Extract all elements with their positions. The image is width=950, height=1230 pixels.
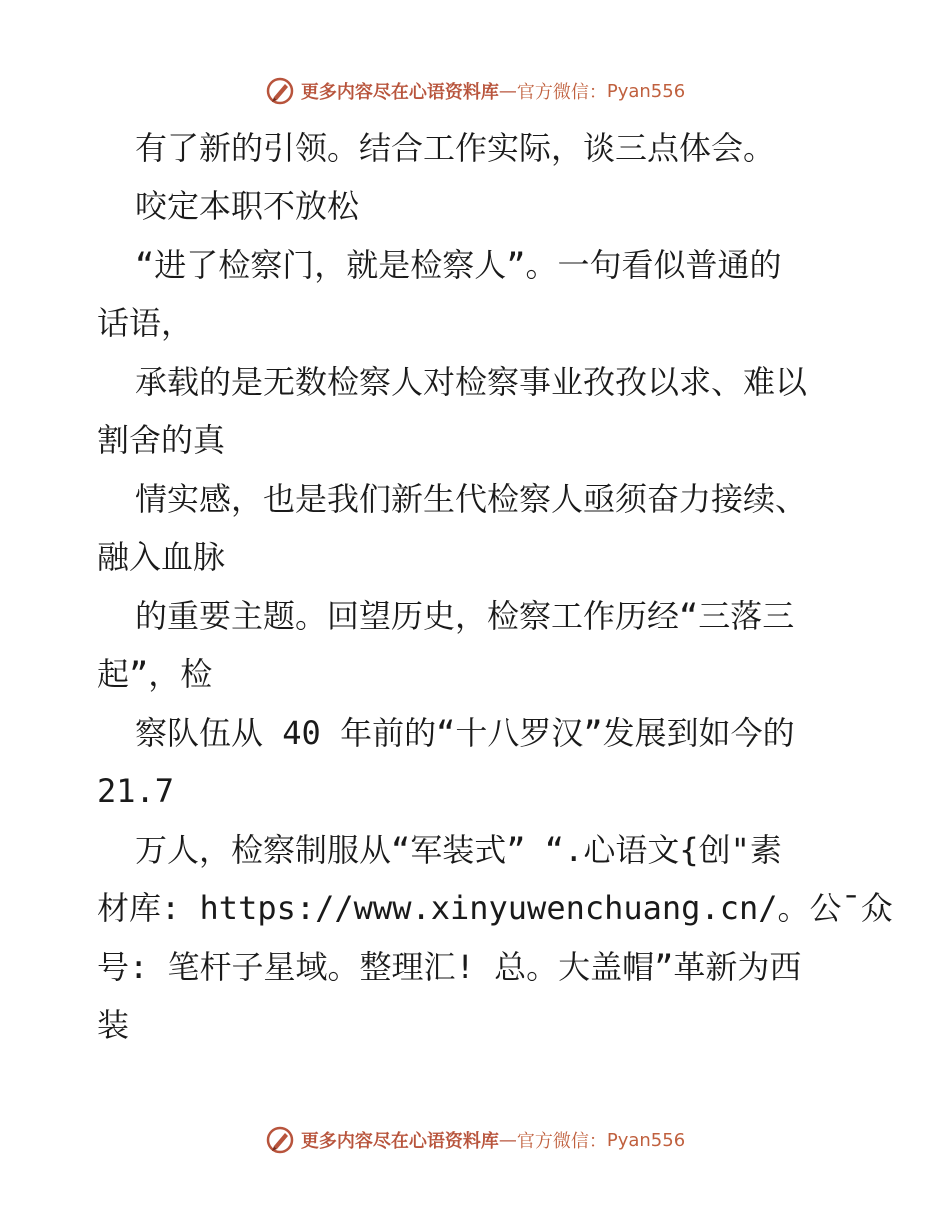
header-site-text: 更多内容尽在心语资料库: [300, 82, 499, 103]
body-line: 的重要主题。回望历史，检察工作历经“三落三: [135, 597, 795, 635]
header-separator: —: [498, 80, 517, 102]
body-line: 号: 笔杆子星域。整理汇! 总。大盖帽”革新为西: [97, 948, 802, 986]
body-line: 割舍的真: [97, 421, 226, 459]
body-line: 21.7: [97, 772, 175, 810]
footer-wechat-label: 官方微信：: [516, 1131, 607, 1152]
header-banner: [0, 71, 950, 111]
body-line: 话语，: [97, 304, 194, 342]
footer-banner: [0, 1120, 950, 1160]
pen-logo-icon: [265, 76, 295, 106]
body-line: 有了新的引领。结合工作实际，谈三点体会。: [135, 129, 776, 167]
body-line: “进了检察门，就是检察人”。一句看似普通的: [135, 246, 782, 284]
footer-site-text: 更多内容尽在心语资料库: [300, 1131, 499, 1152]
body-line: 材库: https://www.xinyuwenchuang.cn/。公¯众: [97, 889, 893, 927]
body-line: 万人，检察制服从“军装式” “.心语文{创"素: [135, 831, 782, 869]
footer-separator: —: [498, 1129, 517, 1151]
body-line: 融入血脉: [97, 538, 226, 576]
body-line: 起”，检: [97, 655, 213, 693]
body-line: 情实感，也是我们新生代检察人亟须奋力接续、: [135, 480, 808, 518]
header-wechat-id: Pyan556: [606, 80, 686, 102]
body-line: 咬定本职不放松: [135, 187, 360, 225]
body-line: 装: [97, 1006, 130, 1044]
body-line: 察队伍从 40 年前的“十八罗汉”发展到如今的: [135, 714, 795, 752]
header-wechat-label: 官方微信：: [516, 82, 607, 103]
footer-wechat-id: Pyan556: [606, 1129, 686, 1151]
pen-logo-icon: [265, 1125, 295, 1155]
body-line: 承载的是无数检察人对检察事业孜孜以求、难以: [135, 363, 808, 401]
